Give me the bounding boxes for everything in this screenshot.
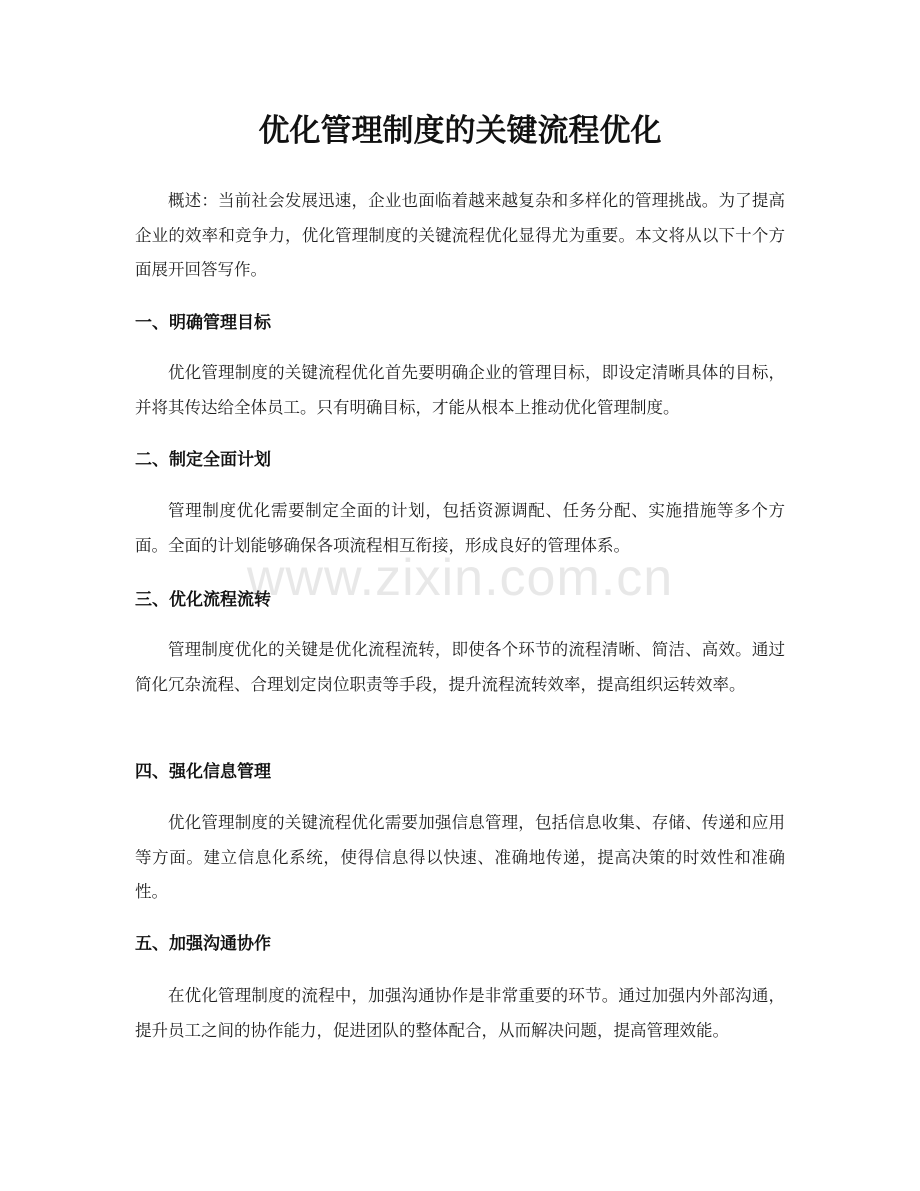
section-heading-2: 二、制定全面计划 xyxy=(135,450,271,470)
section-heading-4: 四、强化信息管理 xyxy=(135,762,271,782)
section-body-5: 在优化管理制度的流程中，加强沟通协作是非常重要的环节。通过加强内外部沟通，提升员工之间的协作能力，促进团队的整体配合，从而解决问题，提高管理效能。 xyxy=(135,986,785,1040)
section-body-4: 优化管理制度的关键流程优化需要加强信息管理，包括信息收集、存储、传递和应用等方面。建立信息化系统，使得信息得以快速、准确地传递，提高决策的时效性和准确性。 xyxy=(135,813,785,901)
section-body-2: 管理制度优化需要制定全面的计划，包括资源调配、任务分配、实施措施等多个方面。全面的计划能够确保各项流程相互衔接，形成良好的管理体系。 xyxy=(135,501,785,555)
section-heading-5: 五、加强沟通协作 xyxy=(135,934,271,954)
watermark: www.zixin.com.cn xyxy=(246,549,674,607)
section-body-1: 优化管理制度的关键流程优化首先要明确企业的管理目标，即设定清晰具体的目标，并将其传达给全体员工。只有明确目标，才能从根本上推动优化管理制度。 xyxy=(135,363,785,417)
section-body-3: 管理制度优化的关键是优化流程流转，即使各个环节的流程清晰、简洁、高效。通过简化冗杂流程、合理划定岗位职责等手段，提升流程流转效率，提高组织运转效率。 xyxy=(135,640,785,694)
intro-paragraph: 概述：当前社会发展迅速，企业也面临着越来越复杂和多样化的管理挑战。为了提高企业的效率和竞争力，优化管理制度的关键流程优化显得尤为重要。本文将从以下十个方面展开回答写作。 xyxy=(135,191,785,279)
document-title: 优化管理制度的关键流程优化 xyxy=(258,113,662,149)
section-heading-3: 三、优化流程流转 xyxy=(135,590,271,610)
section-heading-1: 一、明确管理目标 xyxy=(135,313,271,333)
